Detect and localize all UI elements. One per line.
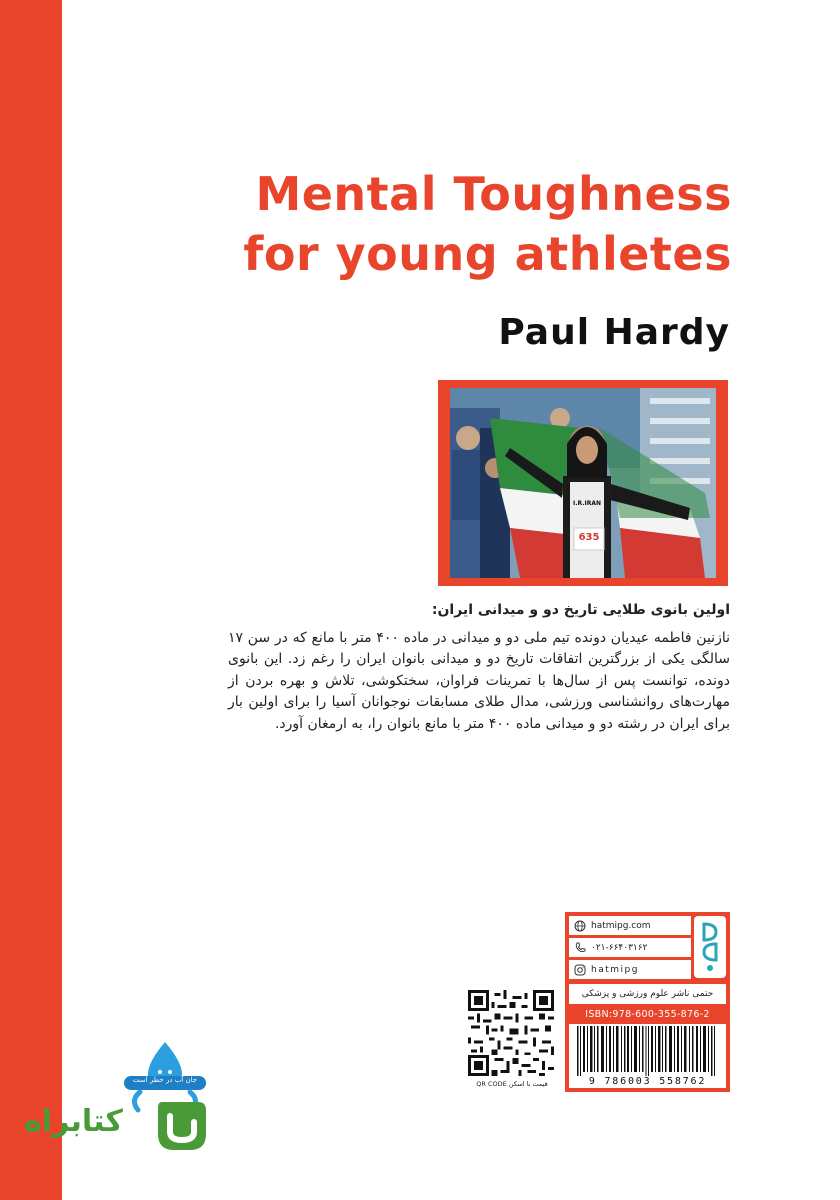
author-name: Paul Hardy (498, 312, 730, 353)
barcode-number: 9 786003 558762 (588, 1076, 707, 1087)
blurb-body: نازنین فاطمه عیدیان دونده تیم ملی دو و میدانی در ماده ۴۰۰ متر با مانع که در سن ۱۷ سالگی یکی از بزرگترین اتفاقات تاریخ دو و میدانی بانوان ایران را رغم زد. این بانوی دونده، توانست پس از سال‌ها با تمرینات فراوان، سختکوشی، تلاش و بهره بردن از مهارت‌های روانشناسی ورزشی، مدال طلای مسابقات نوجوانان آسیا را برای اولین بار برای ایران در رشته دو و میدانی ماده ۴۰۰ متر با مانع بانوان را، به ارمغان آورد. (228, 629, 730, 732)
back-cover-blurb (228, 600, 730, 735)
spine-stripe (0, 0, 62, 1200)
isbn: ISBN:978-600-355-876-2 (585, 1009, 710, 1020)
barcode (569, 1024, 726, 1088)
publisher-panel (565, 912, 730, 1092)
publisher-contacts (569, 916, 691, 982)
photo-frame (438, 380, 728, 586)
qr-code[interactable] (468, 990, 554, 1076)
title-line-2: for young athletes (243, 227, 732, 281)
phone-icon (573, 941, 587, 955)
qr-caption: قیمت با اسکن QR CODE (476, 1080, 548, 1088)
bib-country: I.R.IRAN (572, 500, 602, 507)
ketabrah-icon (154, 1098, 210, 1154)
publisher-logo (694, 916, 726, 978)
instagram-row[interactable] (569, 960, 691, 979)
blurb-title: اولین بانوی طلایی تاریخ دو و میدانی ایران: (431, 602, 730, 618)
instagram-text: hatmipg (591, 964, 639, 975)
website-text: hatmipg.com (591, 920, 651, 931)
title-line-1: Mental Toughness (255, 167, 732, 221)
publisher-name: حتمی ناشر علوم ورزشی و پزشکی (569, 984, 726, 1004)
ketabrah-logo (24, 1098, 214, 1158)
bib-number: 635 (578, 532, 600, 543)
phone-text: ۰۲۱-۶۶۴۰۳۱۶۲ (591, 942, 648, 953)
watermark-text: کتابراه (24, 1104, 123, 1139)
qr-code-block (468, 990, 556, 1090)
athlete-photo (450, 388, 716, 578)
sticker-text: جان آب در خطر است (132, 1076, 198, 1084)
website-row[interactable] (569, 916, 691, 935)
phone-row[interactable] (569, 938, 691, 957)
globe-icon (573, 919, 587, 933)
instagram-icon (573, 963, 587, 977)
book-title (112, 164, 732, 284)
